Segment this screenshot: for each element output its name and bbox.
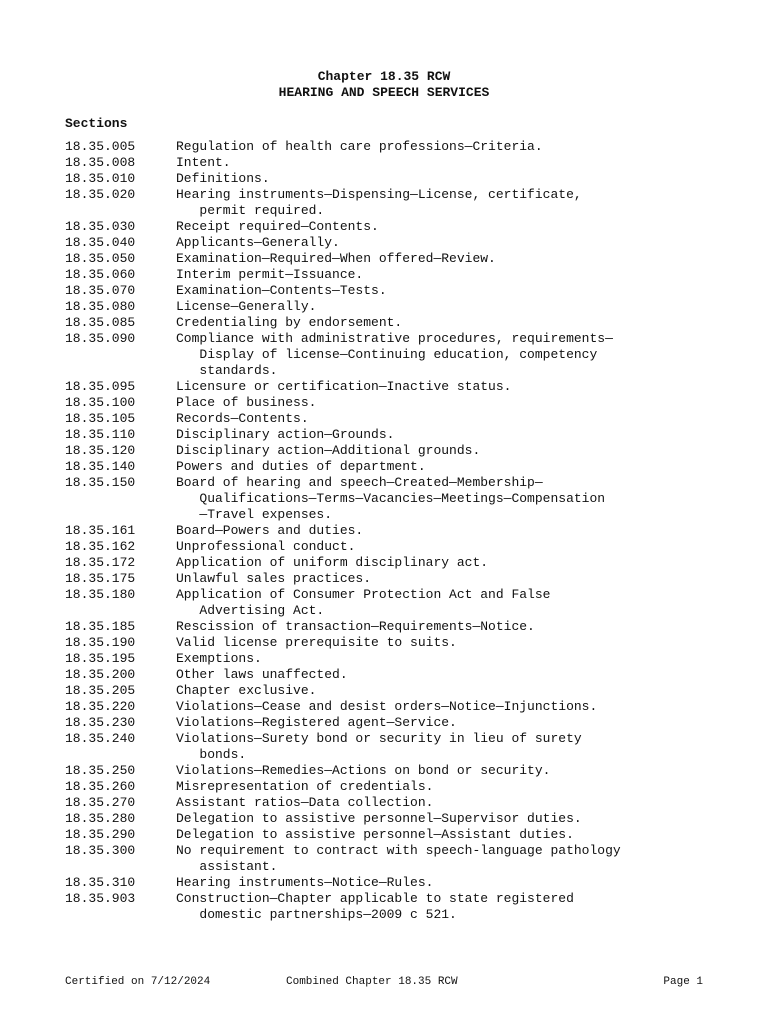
- section-entry: [65, 283, 725, 299]
- chapter-name: HEARING AND SPEECH SERVICES: [278, 85, 490, 100]
- section-title-line: No requirement to contract with speech-language pathology: [176, 843, 621, 858]
- section-entry: [65, 683, 725, 699]
- section-entry: [65, 155, 725, 171]
- section-title-line: Valid license prerequisite to suits.: [176, 635, 457, 650]
- section-entry: [65, 315, 725, 331]
- section-title-line: Regulation of health care professions—Criteria.: [176, 139, 543, 154]
- section-title: [176, 699, 725, 715]
- section-title: [176, 891, 725, 923]
- section-entry: [65, 251, 725, 267]
- section-number: 18.35.090: [65, 331, 136, 346]
- section-title-line: Unlawful sales practices.: [176, 571, 372, 586]
- section-number: 18.35.205: [65, 683, 136, 698]
- section-title: [176, 427, 725, 443]
- section-title-line: Display of license—Continuing education, competency: [176, 347, 598, 362]
- section-title: [176, 587, 725, 619]
- section-title-line: Receipt required—Contents.: [176, 219, 379, 234]
- section-title: [176, 267, 725, 283]
- section-entry: [65, 235, 725, 251]
- section-entry: [65, 619, 725, 635]
- section-entry: [65, 891, 725, 923]
- section-title-line: Disciplinary action—Additional grounds.: [176, 443, 481, 458]
- section-number: 18.35.310: [65, 875, 136, 890]
- section-title-line: Records—Contents.: [176, 411, 309, 426]
- section-title-line: Place of business.: [176, 395, 317, 410]
- section-title: [176, 635, 725, 651]
- section-title: [176, 571, 725, 587]
- section-number: 18.35.903: [65, 891, 136, 906]
- chapter-title: Chapter 18.35 RCW: [317, 69, 451, 84]
- section-entry: [65, 555, 725, 571]
- certified-date: Certified on 7/12/2024: [65, 976, 211, 988]
- section-title-line: Interim permit—Issuance.: [176, 267, 364, 282]
- section-title: [176, 555, 725, 571]
- section-entry: [65, 411, 725, 427]
- section-entry: [65, 395, 725, 411]
- section-number: 18.35.105: [65, 411, 136, 426]
- section-title-line: standards.: [176, 363, 278, 378]
- section-entry: [65, 635, 725, 651]
- section-number: 18.35.270: [65, 795, 136, 810]
- section-title-line: Application of Consumer Protection Act and False: [176, 587, 551, 602]
- section-number: 18.35.040: [65, 235, 136, 250]
- section-entry: [65, 539, 725, 555]
- section-entry: [65, 731, 725, 763]
- section-title-line: Violations—Remedies—Actions on bond or security.: [176, 763, 551, 778]
- section-entry: [65, 811, 725, 827]
- section-title-line: permit required.: [176, 203, 325, 218]
- section-title: [176, 475, 725, 523]
- section-title: [176, 459, 725, 475]
- section-title: [176, 411, 725, 427]
- section-title: [176, 155, 725, 171]
- section-title-line: bonds.: [176, 747, 247, 762]
- section-title: [176, 379, 725, 395]
- section-number: 18.35.060: [65, 267, 136, 282]
- section-title-line: Examination—Contents—Tests.: [176, 283, 387, 298]
- section-title: [176, 219, 725, 235]
- section-entry: [65, 779, 725, 795]
- section-number: 18.35.290: [65, 827, 136, 842]
- section-number: 18.35.260: [65, 779, 136, 794]
- section-title-line: Qualifications—Terms—Vacancies—Meetings—Compensation: [176, 491, 606, 506]
- section-entry: [65, 299, 725, 315]
- section-title-line: Board of hearing and speech—Created—Membership—: [176, 475, 543, 490]
- section-title: [176, 715, 725, 731]
- section-title-line: Powers and duties of department.: [176, 459, 426, 474]
- section-number: 18.35.200: [65, 667, 136, 682]
- section-title: [176, 811, 725, 827]
- section-title: [176, 795, 725, 811]
- section-entry: [65, 171, 725, 187]
- section-number: 18.35.195: [65, 651, 136, 666]
- section-entry: [65, 651, 725, 667]
- section-title-line: Chapter exclusive.: [176, 683, 317, 698]
- section-number: 18.35.300: [65, 843, 136, 858]
- section-title: [176, 539, 725, 555]
- section-number: 18.35.100: [65, 395, 136, 410]
- section-title: [176, 443, 725, 459]
- section-title-line: Hearing instruments—Dispensing—License, certificate,: [176, 187, 582, 202]
- section-number: 18.35.095: [65, 379, 136, 394]
- section-title-line: Rescission of transaction—Requirements—Notice.: [176, 619, 535, 634]
- section-title-line: Examination—Required—When offered—Review.: [176, 251, 496, 266]
- section-title: [176, 651, 725, 667]
- section-title-line: Assistant ratios—Data collection.: [176, 795, 434, 810]
- section-entry: [65, 875, 725, 891]
- section-number: 18.35.175: [65, 571, 136, 586]
- section-entry: [65, 587, 725, 619]
- section-entry: [65, 427, 725, 443]
- section-title: [176, 523, 725, 539]
- section-entry: [65, 667, 725, 683]
- section-number: 18.35.250: [65, 763, 136, 778]
- section-number: 18.35.110: [65, 427, 136, 442]
- combined-chapter-label: Combined Chapter 18.35 RCW: [286, 976, 458, 988]
- section-entry: [65, 379, 725, 395]
- section-title: [176, 315, 725, 331]
- section-entry: [65, 331, 725, 379]
- section-title: [176, 235, 725, 251]
- section-title-line: Credentialing by endorsement.: [176, 315, 403, 330]
- section-number: 18.35.185: [65, 619, 136, 634]
- section-entry: [65, 267, 725, 283]
- section-title-line: Violations—Surety bond or security in lieu of surety: [176, 731, 582, 746]
- section-number: 18.35.220: [65, 699, 136, 714]
- section-title-line: Intent.: [176, 155, 231, 170]
- section-title: [176, 763, 725, 779]
- section-entry: [65, 699, 725, 715]
- section-number: 18.35.161: [65, 523, 136, 538]
- section-title: [176, 299, 725, 315]
- section-title-line: Disciplinary action—Grounds.: [176, 427, 395, 442]
- section-number: 18.35.008: [65, 155, 136, 170]
- section-number: 18.35.180: [65, 587, 136, 602]
- section-title-line: Unprofessional conduct.: [176, 539, 356, 554]
- section-title-line: Other laws unaffected.: [176, 667, 348, 682]
- section-title: [176, 395, 725, 411]
- section-number: 18.35.140: [65, 459, 136, 474]
- section-title-line: Hearing instruments—Notice—Rules.: [176, 875, 434, 890]
- section-entry: [65, 219, 725, 235]
- section-title-line: Compliance with administrative procedures, requirements—: [176, 331, 613, 346]
- section-title: [176, 843, 725, 875]
- section-title-line: Delegation to assistive personnel—Supervisor duties.: [176, 811, 582, 826]
- section-title: [176, 827, 725, 843]
- section-title-line: domestic partnerships—2009 c 521.: [176, 907, 457, 922]
- section-title-line: Delegation to assistive personnel—Assistant duties.: [176, 827, 574, 842]
- section-number: 18.35.120: [65, 443, 136, 458]
- section-number: 18.35.240: [65, 731, 136, 746]
- section-title-line: Definitions.: [176, 171, 270, 186]
- section-entry: [65, 523, 725, 539]
- section-number: 18.35.030: [65, 219, 136, 234]
- section-entry: [65, 843, 725, 875]
- section-title-line: assistant.: [176, 859, 278, 874]
- section-title: [176, 667, 725, 683]
- section-entry: [65, 475, 725, 523]
- sections-heading: Sections: [65, 116, 128, 131]
- section-title-line: —Travel expenses.: [176, 507, 333, 522]
- section-number: 18.35.150: [65, 475, 136, 490]
- section-number: 18.35.085: [65, 315, 136, 330]
- section-title: [176, 619, 725, 635]
- section-entry: [65, 795, 725, 811]
- section-title-line: Advertising Act.: [176, 603, 325, 618]
- section-title: [176, 779, 725, 795]
- section-entry: [65, 715, 725, 731]
- section-title-line: Misrepresentation of credentials.: [176, 779, 434, 794]
- section-entry: [65, 571, 725, 587]
- section-title-line: Exemptions.: [176, 651, 262, 666]
- section-number: 18.35.050: [65, 251, 136, 266]
- section-title: [176, 283, 725, 299]
- section-title-line: Violations—Registered agent—Service.: [176, 715, 457, 730]
- section-number: 18.35.020: [65, 187, 136, 202]
- section-title-line: Violations—Cease and desist orders—Notice—Injunctions.: [176, 699, 598, 714]
- section-title: [176, 683, 725, 699]
- section-title-line: Application of uniform disciplinary act.: [176, 555, 489, 570]
- section-title-line: Board—Powers and duties.: [176, 523, 364, 538]
- section-number: 18.35.162: [65, 539, 136, 554]
- section-title-line: Construction—Chapter applicable to state registered: [176, 891, 574, 906]
- section-number: 18.35.070: [65, 283, 136, 298]
- section-title: [176, 139, 725, 155]
- section-title-line: License—Generally.: [176, 299, 317, 314]
- section-entry: [65, 139, 725, 155]
- section-number: 18.35.280: [65, 811, 136, 826]
- section-title: [176, 875, 725, 891]
- section-entry: [65, 827, 725, 843]
- section-title: [176, 171, 725, 187]
- sections-list: [65, 139, 725, 923]
- section-title: [176, 731, 725, 763]
- section-number: 18.35.172: [65, 555, 136, 570]
- section-entry: [65, 187, 725, 219]
- section-entry: [65, 443, 725, 459]
- section-title-line: Applicants—Generally.: [176, 235, 340, 250]
- section-number: 18.35.230: [65, 715, 136, 730]
- section-title: [176, 331, 725, 379]
- page-number: Page 1: [663, 976, 703, 988]
- section-entry: [65, 763, 725, 779]
- section-number: 18.35.080: [65, 299, 136, 314]
- section-number: 18.35.010: [65, 171, 136, 186]
- section-number: 18.35.190: [65, 635, 136, 650]
- section-title-line: Licensure or certification—Inactive status.: [176, 379, 512, 394]
- section-entry: [65, 459, 725, 475]
- section-title: [176, 251, 725, 267]
- section-number: 18.35.005: [65, 139, 136, 154]
- section-title: [176, 187, 725, 219]
